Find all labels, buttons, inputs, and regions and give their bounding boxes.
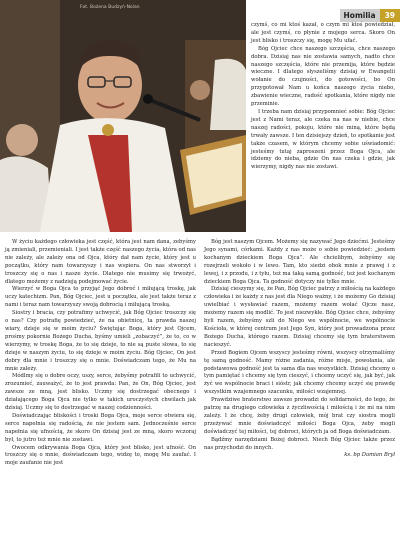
section-title: Homilia [340, 9, 380, 22]
author-signature: ks. bp Damian Bryl [344, 452, 395, 459]
paragraph: Bóg jest naszym Ojcem. Możemy się nazywać Jego dziećmi. Jesteśmy Jego synami, córkami. Każdy z nas może o sobie powiedzieć: „jestem kochanym dzieckiem Boga Ojca”. Ale chcielibym, żebyśmy się rozejrzeli wokoło i w lewo. Tam, kto siedzi obok mnie z prawej i z lewej, i z przodu, i z tyłu, też ma taką samą godność, też jest kochanym dzieckiem Boga Ojca. Ta godność dotyczy nie tylko mnie. [204, 239, 395, 285]
paragraph: Prawdziwe braterstwo zawsze prowadzi do solidarności, do tego, że patrzę na drugiego człowieka z życzliwością i miłością i że mi na nim zależy. I że chcę, żeby drugi człowiek, mój brat czy siostra mogli przeżywać mnie doświadczyć miłości Boga Ojca, żeby mogli doświadczyć tej miłości, tej dobroci, których ja od Boga doświadczam. [204, 397, 395, 435]
paragraph: Módlmy się o dobre oczy, uszy, serce, żebyśmy potrafili to uchwycić, zrozumieć, zauważyć, że to jest prawda: Pan, że On, Bóg Ojciec, jest zawsze ze mną, jest blisko. Uczmy się dostrzegać obecnego i działającego Boga Ojca nie tylko w takich uroczystych chwilach jak dzisiaj. Uczmy się to dostrzegać w naszej codzienności. [5, 373, 196, 412]
page-number: 39 [380, 9, 400, 22]
paragraph: Siostry i bracia, czy potrafimy uchwycić, jak Bóg Ojciec troszczy się o nas? Czy potrafię powiedzieć, że na obietnicę, ta prawda naszej wiary, dzieje się w moim życiu? Świętując Boga, który jest Ojcem, prośmy pokornie Bożego Ducha, byśmy umieli „zobaczyć”, że to, co w wierzymy, w troskę Boga, że to się dzieje, to nie są puste słowa, to się dzieje w naszym życiu, to się dzieje w moim życiu. Bóg Ojciec, On jest dobry dla mnie i troszczy się o mnie. Doświadczam tego, że Mu na mnie zależy. [5, 310, 196, 372]
paragraph: I trzeba nam dzisiaj przypomnieć sobie: Bóg Ojciec jest z Nami teraz, ale czeka na nas w niebie, chce naszej radości, pokoju, które nie miną, które będą trwały zawsze. I ten dzisiejszy dzień, to spotkanie jest także czasem, w którym chcemy sobie uświadomić: jesteśmy tutaj zaproszeni przez Boga Ojca, ale idziemy do nieba, gdzie On nas czeka i gdzie, jak wierzymy, nigdy nas nie zostawi. [251, 108, 395, 171]
paragraph: Wierzyć w Boga Ojca to przyjąć Jego dobroć i miłującą troskę, jak uczy katechizm. Pan, Bóg Ojciec, jest u początku, ale jest także teraz z nami i teraz nam towarzyszy swoją dobrocią i miłującą troską. [5, 286, 196, 309]
bottom-left-column [5, 239, 196, 468]
paragraph: Przed Bogiem Ojcem wszyscy jesteśmy równi, wszyscy otrzymaliśmy tę samą godność. Mamy różne zadania, różne misje, powołania, ale podstawowa godność jest ta sama dla nas wszystkich. Dzisiaj chcemy o tym pamiętać i chcemy się tym cieszyć, i chcemy uczyć się, jak być, jak żyć we wspólnocie braci i sióstr, jak chcemy chcemy uczyć się prawdę wszystkim wzajemnego szacunku, miłości wzajemnej. [204, 349, 395, 396]
paragraph: W życiu każdego człowieka jest część, która jest nam dana, zebyśmy ją zmieniali, przemieniali. I jest także część naszego życia, która od nas nie zależy, ale zależy ona od Ojca, który dał nam życie, który jest u początku, który nam towarzyszy i nas wspiera. On nas stworzył i troszczy się o nas i nasze życie. Dlatego nie musimy się trwożyć, dlatego możemy z nadzieją podejmować życie. [5, 239, 196, 285]
paragraph: Owocem odkrywania Boga Ojca, który jest blisko, jest ufność. On troszczy się o mnie, doświadczam tego, widzę to, mogę Mu zaufać. I moje zaufanie nie jest [5, 444, 196, 467]
paragraph: czymś, co mi ktoś kazał, o czym mi ktoś powiedział, ale jest czymś, co płynie z mojego serca. Skoro On jest blisko i troszczy się, mogę Mu ufać. [251, 22, 395, 44]
bottom-right-column [204, 239, 395, 460]
photo-illustration [0, 0, 246, 232]
paragraph: Bądźmy narzędziami Bożej dobroci. Niech Bóg Ojciec także przez nas przychodzi do innych. [204, 436, 395, 451]
bishop-photo [0, 0, 246, 232]
paragraph: Dzisiaj cieszymy się, że Pan, Bóg Ojciec patrzy z miłością na każdego człowieka i że każdy z nas jest dla Niego ważny, i że możemy Go dzisiaj uwielbiać i wysławiać razem, możemy razem wołać Ojcze nasz, możemy razem się modlić. To jest niezwykłe. Bóg Ojciec chce, żebyśmy byli razem, żebyśmy szli do Niego we wspólnocie, we wspólnocie Kościoła, w której centrum jest Jego Syn, który jest prowadzona przez Bożego Ducha, którego razem. Dzisiaj chcemy się tym braterstwem nacieszyć. [204, 286, 395, 348]
paragraph: Bóg Ojciec chce naszego szczęścia, chce naszego dobra. Dzisiaj nas nie zostawia samych, nadto chce naszego szczęścia, które nie przemija, które będzie wieczne. I dlatego słyszeliśmy dzisiaj w Ewangelii wołanie do czujności, do gotowości, bo On przygotował Nam u końca naszego życia niebo, zbawienie wieczne, radość spotkania, które nigdy nie przeminie. [251, 45, 395, 108]
paragraph: Doświadczając bliskości i troski Boga Ojca, moje serce otwiera się, serce napełnia się radością, że nie jestem sam. Jednocześnie serce napełnia się ufnością, że skoro On dzisiaj jest ze mną, skoro wczoraj był, to jutro też mnie nie zostawi. [5, 412, 196, 443]
photo-credit: Fot. Bożena Budzyń-Nolan [80, 4, 140, 9]
page-header [340, 9, 400, 22]
right-column [251, 22, 395, 172]
